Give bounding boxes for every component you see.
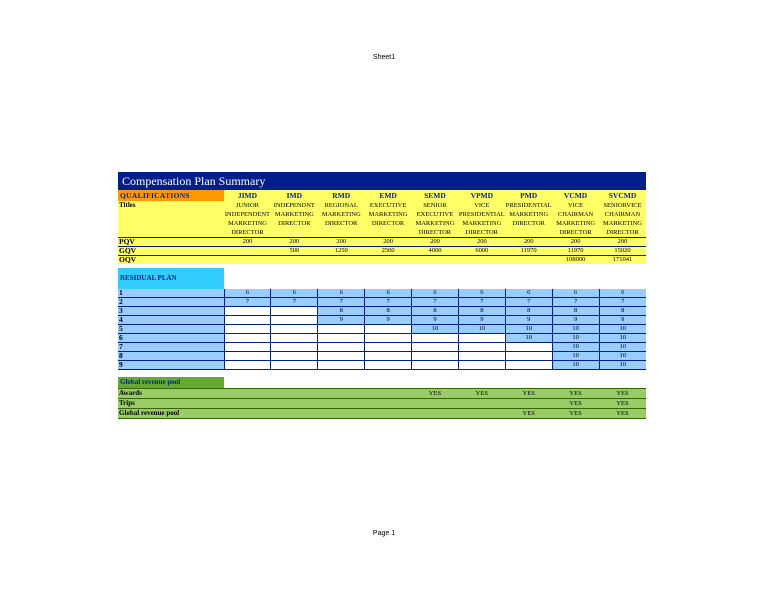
title-cell bbox=[318, 201, 365, 238]
residual-percent: 8 bbox=[412, 307, 459, 316]
title-line: JUNIOR bbox=[235, 202, 259, 209]
title-line: MARKETING bbox=[321, 211, 361, 218]
title-cell bbox=[599, 201, 646, 238]
global-pool-value bbox=[365, 399, 412, 409]
residual-row bbox=[118, 334, 646, 343]
qv-value: 200 bbox=[271, 238, 318, 247]
title-line: MARKETING bbox=[509, 211, 549, 218]
qv-value: 171041 bbox=[599, 256, 646, 265]
residual-level-label: 7 bbox=[118, 343, 224, 352]
residual-percent bbox=[271, 361, 318, 370]
residual-percent bbox=[365, 325, 412, 334]
residual-percent: 10 bbox=[505, 334, 552, 343]
global-pool-label: Trips bbox=[118, 399, 224, 409]
residual-percent: 8 bbox=[505, 307, 552, 316]
residual-percent: 10 bbox=[505, 325, 552, 334]
qv-value bbox=[505, 256, 552, 265]
global-pool-row bbox=[118, 389, 646, 399]
global-pool-row bbox=[118, 399, 646, 409]
column-header: RMD bbox=[318, 190, 365, 202]
global-pool-value bbox=[412, 399, 459, 409]
global-pool-value bbox=[271, 399, 318, 409]
qv-value bbox=[224, 256, 271, 265]
residual-row bbox=[118, 289, 646, 298]
residual-percent: 10 bbox=[412, 325, 459, 334]
residual-percent: 10 bbox=[599, 352, 646, 361]
qv-value bbox=[318, 256, 365, 265]
residual-percent: 8 bbox=[599, 307, 646, 316]
residual-percent bbox=[271, 352, 318, 361]
residual-percent: 6 bbox=[505, 289, 552, 298]
global-pool-value bbox=[224, 389, 271, 399]
qualifications-header-row bbox=[118, 190, 646, 202]
column-header: JIMD bbox=[224, 190, 271, 202]
global-pool-value: YES bbox=[552, 399, 599, 409]
title-line: SENIORVICE bbox=[603, 202, 642, 209]
residual-percent: 6 bbox=[599, 289, 646, 298]
global-pool-value: YES bbox=[599, 399, 646, 409]
title-line: INDEPENDNT bbox=[273, 202, 315, 209]
residual-percent bbox=[458, 334, 505, 343]
spacer-row bbox=[118, 370, 646, 378]
residual-percent bbox=[412, 352, 459, 361]
title-line: MARKETING bbox=[227, 220, 267, 227]
column-header: VPMD bbox=[458, 190, 505, 202]
residual-percent bbox=[224, 352, 271, 361]
title-cell bbox=[505, 201, 552, 238]
residual-level-label: 2 bbox=[118, 298, 224, 307]
column-header: IMD bbox=[271, 190, 318, 202]
residual-row bbox=[118, 361, 646, 370]
residual-row bbox=[118, 316, 646, 325]
global-pool-value bbox=[365, 389, 412, 399]
title-line: MARKETING bbox=[415, 220, 455, 227]
residual-percent: 10 bbox=[599, 361, 646, 370]
residual-percent bbox=[365, 361, 412, 370]
qv-value: 200 bbox=[412, 238, 459, 247]
residual-row bbox=[118, 343, 646, 352]
residual-percent bbox=[271, 316, 318, 325]
titles-row bbox=[118, 201, 646, 238]
column-header: EMD bbox=[365, 190, 412, 202]
residual-percent: 9 bbox=[505, 316, 552, 325]
title-line: DIRECTOR bbox=[324, 220, 358, 227]
residual-level-label: 8 bbox=[118, 352, 224, 361]
title-line: CHAIRMAN bbox=[604, 211, 641, 218]
column-header: VCMD bbox=[552, 190, 599, 202]
residual-row bbox=[118, 298, 646, 307]
qv-value: 11970 bbox=[552, 247, 599, 256]
residual-percent bbox=[365, 352, 412, 361]
residual-percent: 7 bbox=[318, 298, 365, 307]
global-pool-value bbox=[271, 389, 318, 399]
global-pool-title: Global revenue pool bbox=[118, 377, 224, 389]
titles-label: Titles bbox=[118, 201, 224, 238]
residual-percent: 6 bbox=[412, 289, 459, 298]
residual-percent bbox=[458, 352, 505, 361]
residual-level-label: 6 bbox=[118, 334, 224, 343]
residual-percent: 10 bbox=[599, 325, 646, 334]
title-line: DIRECTOR bbox=[559, 229, 592, 236]
residual-title-row bbox=[118, 268, 646, 289]
residual-percent: 9 bbox=[599, 316, 646, 325]
residual-percent: 8 bbox=[552, 307, 599, 316]
global-pool-value bbox=[318, 409, 365, 419]
qv-row bbox=[118, 238, 646, 247]
residual-percent: 9 bbox=[365, 316, 412, 325]
title-line: DIRECTOR bbox=[278, 220, 311, 227]
column-header: PMD bbox=[505, 190, 552, 202]
global-pool-value bbox=[505, 399, 552, 409]
residual-percent bbox=[224, 334, 271, 343]
title-line: DIRECTOR bbox=[606, 229, 639, 236]
qv-value: 2500 bbox=[365, 247, 412, 256]
residual-percent: 9 bbox=[458, 316, 505, 325]
residual-percent: 8 bbox=[365, 307, 412, 316]
residual-level-label: 1 bbox=[118, 289, 224, 298]
column-header: SEMD bbox=[412, 190, 459, 202]
residual-level-label: 5 bbox=[118, 325, 224, 334]
qv-value: 4000 bbox=[412, 247, 459, 256]
residual-percent bbox=[271, 307, 318, 316]
global-pool-row bbox=[118, 409, 646, 419]
residual-percent: 10 bbox=[552, 361, 599, 370]
qv-value: 1250 bbox=[318, 247, 365, 256]
residual-title-fill bbox=[224, 268, 646, 289]
residual-percent: 6 bbox=[224, 289, 271, 298]
global-title-fill bbox=[224, 377, 646, 389]
sheet-title: Sheet1 bbox=[372, 54, 396, 61]
residual-percent bbox=[224, 343, 271, 352]
residual-percent: 7 bbox=[599, 298, 646, 307]
qv-value: 6000 bbox=[458, 247, 505, 256]
title-line: MARKETING bbox=[556, 220, 596, 227]
title-line: DIRECTOR bbox=[512, 220, 545, 227]
title-line: VICE bbox=[567, 202, 584, 209]
residual-percent bbox=[318, 325, 365, 334]
residual-percent: 10 bbox=[552, 343, 599, 352]
title-line: DIRECTOR bbox=[371, 220, 405, 227]
residual-percent: 8 bbox=[318, 307, 365, 316]
residual-percent: 9 bbox=[552, 316, 599, 325]
residual-percent bbox=[505, 352, 552, 361]
title-line: SENIOR bbox=[423, 202, 447, 209]
residual-percent bbox=[271, 343, 318, 352]
global-pool-value bbox=[458, 409, 505, 419]
global-pool-value: YES bbox=[505, 389, 552, 399]
global-pool-value: YES bbox=[552, 409, 599, 419]
global-pool-value: YES bbox=[458, 389, 505, 399]
title-cell bbox=[458, 201, 505, 238]
title-line: MARKETING bbox=[368, 211, 408, 218]
qv-value: 200 bbox=[224, 238, 271, 247]
qv-value: 200 bbox=[599, 238, 646, 247]
qv-value: 15020 bbox=[599, 247, 646, 256]
residual-level-label: 9 bbox=[118, 361, 224, 370]
residual-percent: 10 bbox=[552, 352, 599, 361]
title-cell bbox=[271, 201, 318, 238]
global-pool-value bbox=[458, 399, 505, 409]
residual-percent bbox=[458, 343, 505, 352]
residual-percent: 10 bbox=[599, 334, 646, 343]
title-cell bbox=[365, 201, 412, 238]
residual-percent: 7 bbox=[365, 298, 412, 307]
qv-label: OQV bbox=[118, 256, 224, 265]
residual-percent: 9 bbox=[412, 316, 459, 325]
title-line: DIRECTOR bbox=[465, 229, 498, 236]
residual-percent bbox=[224, 316, 271, 325]
qv-value bbox=[458, 256, 505, 265]
global-pool-title-row bbox=[118, 377, 646, 389]
residual-percent: 6 bbox=[458, 289, 505, 298]
residual-row bbox=[118, 325, 646, 334]
residual-percent: 7 bbox=[552, 298, 599, 307]
residual-percent: 9 bbox=[318, 316, 365, 325]
qv-value: 108000 bbox=[552, 256, 599, 265]
qv-value bbox=[271, 256, 318, 265]
global-pool-value: YES bbox=[412, 389, 459, 399]
global-pool-value bbox=[412, 409, 459, 419]
summary-title: Compensation Plan Summary bbox=[118, 172, 646, 189]
residual-percent bbox=[318, 352, 365, 361]
residual-percent bbox=[412, 334, 459, 343]
residual-percent: 6 bbox=[271, 289, 318, 298]
residual-percent bbox=[505, 361, 552, 370]
title-line: VICE bbox=[474, 202, 490, 209]
qv-value: 200 bbox=[365, 238, 412, 247]
residual-percent bbox=[365, 343, 412, 352]
column-header: SVCMD bbox=[599, 190, 646, 202]
residual-percent: 6 bbox=[318, 289, 365, 298]
global-pool-label: Awards bbox=[118, 389, 224, 399]
residual-percent bbox=[318, 361, 365, 370]
spacer-cell bbox=[118, 370, 646, 378]
title-line: MARKETING bbox=[603, 220, 642, 227]
compensation-summary-table bbox=[118, 172, 646, 419]
global-pool-value: YES bbox=[552, 389, 599, 399]
residual-percent bbox=[224, 361, 271, 370]
title-line: INDEPENDENT bbox=[224, 211, 270, 218]
residual-row bbox=[118, 307, 646, 316]
title-cell bbox=[224, 201, 271, 238]
title-line: REGIONAL bbox=[324, 202, 358, 209]
global-pool-value bbox=[318, 389, 365, 399]
page-number: Page 1 bbox=[372, 530, 396, 537]
qv-value: 200 bbox=[318, 238, 365, 247]
residual-percent bbox=[365, 334, 412, 343]
qv-row bbox=[118, 256, 646, 265]
qv-label: GQV bbox=[118, 247, 224, 256]
qualifications-label: QUALIFICATIONS bbox=[118, 190, 224, 202]
qv-value bbox=[224, 247, 271, 256]
residual-percent bbox=[412, 361, 459, 370]
residual-percent: 7 bbox=[271, 298, 318, 307]
global-pool-value bbox=[271, 409, 318, 419]
title-line: EXECUTIVE bbox=[416, 211, 454, 218]
global-pool-value: YES bbox=[599, 409, 646, 419]
residual-percent: 10 bbox=[552, 334, 599, 343]
title-line: MARKETING bbox=[274, 211, 314, 218]
summary-grid bbox=[118, 189, 646, 419]
global-pool-value bbox=[224, 409, 271, 419]
residual-plan-title: RESIDUAL PLAN bbox=[118, 268, 224, 289]
qv-value: 200 bbox=[458, 238, 505, 247]
residual-percent: 7 bbox=[412, 298, 459, 307]
residual-row bbox=[118, 352, 646, 361]
residual-percent: 6 bbox=[365, 289, 412, 298]
residual-percent bbox=[224, 307, 271, 316]
title-cell bbox=[412, 201, 459, 238]
title-line: DIRECTOR bbox=[231, 229, 264, 236]
global-pool-value bbox=[365, 409, 412, 419]
global-pool-value: YES bbox=[599, 389, 646, 399]
title-line: EXECUTIVE bbox=[369, 202, 407, 209]
qv-row bbox=[118, 247, 646, 256]
global-pool-value bbox=[318, 399, 365, 409]
residual-percent: 10 bbox=[458, 325, 505, 334]
residual-percent: 6 bbox=[552, 289, 599, 298]
qv-label: PQV bbox=[118, 238, 224, 247]
residual-percent: 7 bbox=[224, 298, 271, 307]
residual-level-label: 4 bbox=[118, 316, 224, 325]
title-line: DIRECTOR bbox=[418, 229, 452, 236]
global-pool-value bbox=[224, 399, 271, 409]
title-cell bbox=[552, 201, 599, 238]
qv-value: 200 bbox=[505, 238, 552, 247]
residual-percent: 10 bbox=[552, 325, 599, 334]
residual-level-label: 3 bbox=[118, 307, 224, 316]
title-line: PRESIDENTIAL bbox=[505, 202, 552, 209]
title-line: MARKETING bbox=[462, 220, 502, 227]
residual-percent bbox=[271, 334, 318, 343]
title-line: PRESIDENTIAL bbox=[458, 211, 505, 218]
qv-value: 11970 bbox=[505, 247, 552, 256]
residual-percent: 7 bbox=[458, 298, 505, 307]
residual-percent bbox=[458, 361, 505, 370]
qv-value: 200 bbox=[552, 238, 599, 247]
residual-percent bbox=[318, 343, 365, 352]
residual-percent bbox=[224, 325, 271, 334]
residual-percent bbox=[412, 343, 459, 352]
residual-percent bbox=[505, 343, 552, 352]
residual-percent bbox=[318, 334, 365, 343]
residual-percent: 8 bbox=[458, 307, 505, 316]
qv-value bbox=[412, 256, 459, 265]
global-pool-value: YES bbox=[505, 409, 552, 419]
qv-value bbox=[365, 256, 412, 265]
qv-value: 500 bbox=[271, 247, 318, 256]
residual-percent: 7 bbox=[505, 298, 552, 307]
title-line: CHAIRMAN bbox=[557, 211, 594, 218]
global-pool-label: Global revenue pool bbox=[118, 409, 224, 419]
residual-percent bbox=[271, 325, 318, 334]
residual-percent: 10 bbox=[599, 343, 646, 352]
